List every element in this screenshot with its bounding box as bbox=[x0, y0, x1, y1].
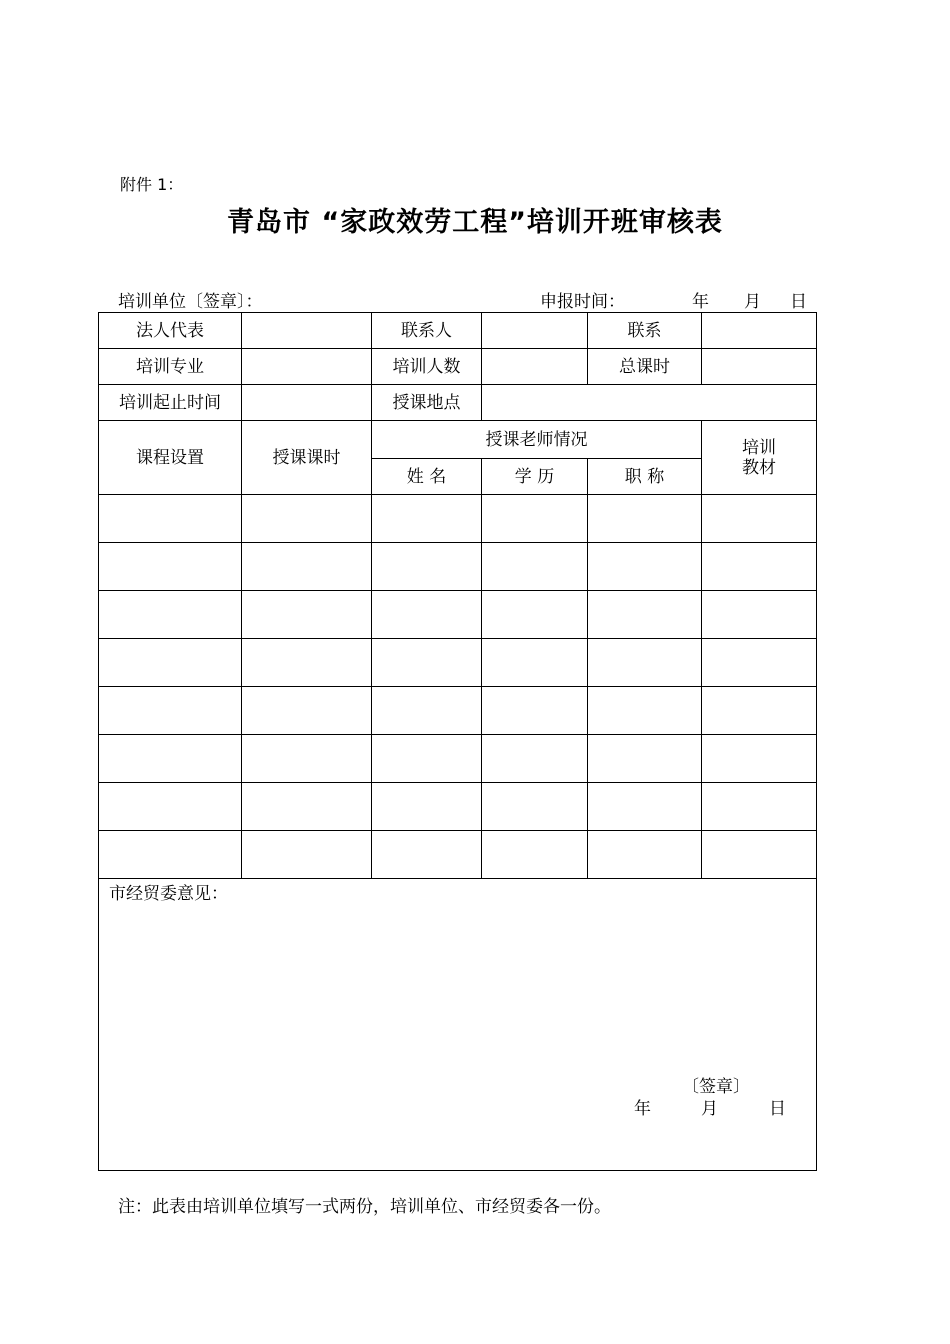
total-hours-field[interactable] bbox=[702, 349, 817, 385]
course-cell[interactable] bbox=[99, 639, 242, 687]
teacher-name-cell[interactable] bbox=[372, 831, 482, 879]
teacher-education-cell[interactable] bbox=[482, 687, 588, 735]
form-row-major bbox=[99, 349, 817, 385]
meta-month-label: 月 bbox=[744, 292, 761, 312]
hours-cell[interactable] bbox=[242, 495, 372, 543]
teacher-title-cell[interactable] bbox=[588, 735, 702, 783]
teacher-name-cell[interactable] bbox=[372, 687, 482, 735]
opinion-month-label: 月 bbox=[701, 1099, 718, 1119]
major-label: 培训专业 bbox=[99, 349, 242, 385]
course-cell[interactable] bbox=[99, 543, 242, 591]
material-header bbox=[702, 421, 817, 495]
teacher-name-cell[interactable] bbox=[372, 735, 482, 783]
course-cell[interactable] bbox=[99, 735, 242, 783]
course-row bbox=[99, 543, 817, 591]
teacher-name-cell[interactable] bbox=[372, 591, 482, 639]
course-row bbox=[99, 783, 817, 831]
opinion-seal-label: 〔签章〕 bbox=[682, 1077, 750, 1097]
teacher-education-cell[interactable] bbox=[482, 639, 588, 687]
form-row-legal bbox=[99, 313, 817, 349]
course-row bbox=[99, 495, 817, 543]
teacher-education-cell[interactable] bbox=[482, 831, 588, 879]
material-cell[interactable] bbox=[702, 639, 817, 687]
teacher-education-cell[interactable] bbox=[482, 783, 588, 831]
hours-cell[interactable] bbox=[242, 831, 372, 879]
teacher-title-cell[interactable] bbox=[588, 783, 702, 831]
teacher-name-cell[interactable] bbox=[372, 543, 482, 591]
meta-year-label: 年 bbox=[692, 292, 709, 312]
material-header-line2: 教材 bbox=[742, 457, 776, 478]
form-row-period bbox=[99, 385, 817, 421]
teacher-name-header: 姓 名 bbox=[372, 459, 482, 495]
opinion-cell[interactable] bbox=[99, 879, 817, 1171]
hours-cell[interactable] bbox=[242, 783, 372, 831]
teacher-education-cell[interactable] bbox=[482, 543, 588, 591]
period-field[interactable] bbox=[242, 385, 372, 421]
material-cell[interactable] bbox=[702, 495, 817, 543]
hours-cell[interactable] bbox=[242, 591, 372, 639]
legal-rep-label: 法人代表 bbox=[99, 313, 242, 349]
teacher-title-cell[interactable] bbox=[588, 831, 702, 879]
legal-rep-field[interactable] bbox=[242, 313, 372, 349]
material-cell[interactable] bbox=[702, 735, 817, 783]
teacher-education-cell[interactable] bbox=[482, 591, 588, 639]
hours-cell[interactable] bbox=[242, 543, 372, 591]
teacher-name-cell[interactable] bbox=[372, 639, 482, 687]
course-cell[interactable] bbox=[99, 495, 242, 543]
total-hours-label: 总课时 bbox=[588, 349, 702, 385]
teacher-info-header: 授课老师情况 bbox=[372, 421, 702, 459]
trainee-count-field[interactable] bbox=[482, 349, 588, 385]
opinion-year-label: 年 bbox=[634, 1099, 651, 1119]
trainee-count-label: 培训人数 bbox=[372, 349, 482, 385]
opinion-day-label: 日 bbox=[769, 1099, 786, 1119]
contact-field[interactable] bbox=[702, 313, 817, 349]
material-cell[interactable] bbox=[702, 687, 817, 735]
course-row bbox=[99, 687, 817, 735]
major-field[interactable] bbox=[242, 349, 372, 385]
review-form-table bbox=[98, 312, 817, 1171]
material-cell[interactable] bbox=[702, 783, 817, 831]
material-cell[interactable] bbox=[702, 543, 817, 591]
material-cell[interactable] bbox=[702, 591, 817, 639]
hours-header: 授课课时 bbox=[242, 421, 372, 495]
course-cell[interactable] bbox=[99, 783, 242, 831]
footnote: 注：此表由培训单位填写一式两份，培训单位、市经贸委各一份。 bbox=[118, 1197, 611, 1217]
location-field[interactable] bbox=[482, 385, 817, 421]
opinion-label: 市经贸委意见： bbox=[109, 884, 228, 904]
teacher-title-cell[interactable] bbox=[588, 639, 702, 687]
teacher-title-cell[interactable] bbox=[588, 687, 702, 735]
teacher-title-header: 职 称 bbox=[588, 459, 702, 495]
course-row bbox=[99, 831, 817, 879]
period-label: 培训起止时间 bbox=[99, 385, 242, 421]
contact-label: 联系 bbox=[588, 313, 702, 349]
material-header-line1: 培训 bbox=[742, 437, 776, 458]
teacher-education-cell[interactable] bbox=[482, 735, 588, 783]
page-title: 青岛市 “家政效劳工程”培训开班审核表 bbox=[227, 207, 723, 238]
application-date-label: 申报时间： bbox=[540, 292, 625, 312]
teacher-name-cell[interactable] bbox=[372, 783, 482, 831]
location-label: 授课地点 bbox=[372, 385, 482, 421]
course-row bbox=[99, 591, 817, 639]
training-unit-label: 培训单位〔签章〕： bbox=[118, 292, 263, 312]
contact-person-field[interactable] bbox=[482, 313, 588, 349]
material-cell[interactable] bbox=[702, 831, 817, 879]
hours-cell[interactable] bbox=[242, 639, 372, 687]
hours-cell[interactable] bbox=[242, 735, 372, 783]
course-header-row bbox=[99, 421, 817, 459]
meta-day-label: 日 bbox=[790, 292, 807, 312]
teacher-name-cell[interactable] bbox=[372, 495, 482, 543]
course-cell[interactable] bbox=[99, 831, 242, 879]
teacher-title-cell[interactable] bbox=[588, 591, 702, 639]
teacher-title-cell[interactable] bbox=[588, 543, 702, 591]
teacher-education-header: 学 历 bbox=[482, 459, 588, 495]
course-cell[interactable] bbox=[99, 687, 242, 735]
course-row bbox=[99, 735, 817, 783]
opinion-row bbox=[99, 879, 817, 1171]
teacher-education-cell[interactable] bbox=[482, 495, 588, 543]
attachment-label: 附件 1： bbox=[120, 175, 184, 194]
teacher-title-cell[interactable] bbox=[588, 495, 702, 543]
course-cell[interactable] bbox=[99, 591, 242, 639]
contact-person-label: 联系人 bbox=[372, 313, 482, 349]
course-row bbox=[99, 639, 817, 687]
course-header: 课程设置 bbox=[99, 421, 242, 495]
hours-cell[interactable] bbox=[242, 687, 372, 735]
